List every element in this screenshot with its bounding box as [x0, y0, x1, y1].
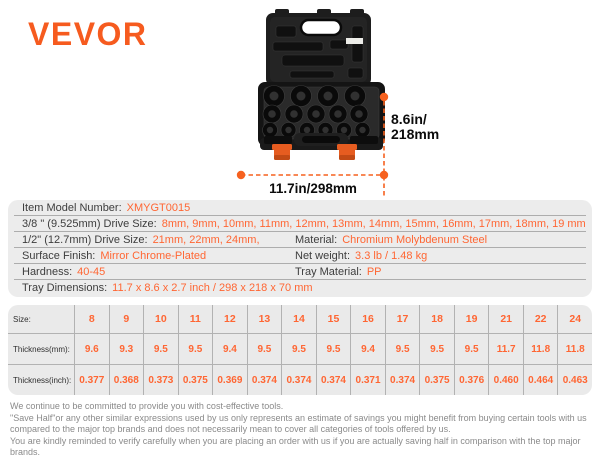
- size-cell: 0.371: [350, 364, 385, 395]
- size-cell: 18: [419, 305, 454, 333]
- size-cell: 0.464: [523, 364, 558, 395]
- size-cell: 9.5: [419, 333, 454, 364]
- spec-row: [14, 232, 586, 248]
- spec-pair: [295, 264, 382, 280]
- vevor-logo: VEVOR: [28, 16, 148, 52]
- size-cell: 9: [109, 305, 144, 333]
- size-cell: 9.5: [385, 333, 420, 364]
- size-cell: 0.375: [419, 364, 454, 395]
- case-base: [258, 82, 385, 160]
- size-cell: 0.463: [557, 364, 592, 395]
- spec-label: Hardness:: [22, 266, 73, 278]
- size-row-label: Thickness(inch):: [8, 364, 74, 395]
- size-row-label: Size:: [13, 314, 31, 324]
- size-cell: 14: [281, 305, 316, 333]
- size-cell: 9.5: [178, 333, 213, 364]
- spec-row: [14, 264, 586, 280]
- spec-row: [14, 280, 586, 296]
- spec-value: Chromium Molybdenum Steel: [342, 234, 488, 246]
- spec-label: 1/2" (12.7mm) Drive Size:: [22, 234, 148, 246]
- size-cell: 8: [74, 305, 109, 333]
- spec-pair: [295, 248, 427, 264]
- spec-label: Item Model Number:: [22, 202, 122, 214]
- size-cell: 11.7: [488, 333, 523, 364]
- height-dimension-line2: 218mm: [391, 126, 440, 142]
- spec-row: [14, 248, 586, 264]
- spec-label: Tray Dimensions:: [22, 282, 108, 294]
- size-cell: 0.373: [143, 364, 178, 395]
- size-cell: 11.8: [557, 333, 592, 364]
- size-cell: 19: [454, 305, 489, 333]
- size-cell: 17: [385, 305, 420, 333]
- size-cell: 9.3: [109, 333, 144, 364]
- spec-value: XMYGT0015: [126, 202, 191, 214]
- spec-value: 8mm, 9mm, 10mm, 11mm, 12mm, 13mm, 14mm, 15mm, 16mm, 17mm, 18mm, 19 mm: [161, 218, 586, 230]
- spec-value: PP: [366, 266, 382, 278]
- size-cell: 9.5: [143, 333, 178, 364]
- width-dimension-label: 11.7in/298mm: [269, 181, 357, 196]
- size-table: [8, 305, 592, 395]
- size-cell: 0.460: [488, 364, 523, 395]
- height-dimension-label: [391, 112, 439, 142]
- size-cell: 9.5: [454, 333, 489, 364]
- size-cell: 9.6: [74, 333, 109, 364]
- size-cell: 21: [488, 305, 523, 333]
- size-cell: 24: [557, 305, 592, 333]
- spec-value: 11.7 x 8.6 x 2.7 inch / 298 x 218 x 70 mm: [112, 282, 313, 294]
- spec-label: Material:: [295, 234, 338, 246]
- size-cell: 0.374: [385, 364, 420, 395]
- size-cell: 9.4: [212, 333, 247, 364]
- size-cell: 16: [350, 305, 385, 333]
- spec-label: 3/8 " (9.525mm) Drive Size:: [22, 218, 157, 230]
- size-cell: 0.376: [454, 364, 489, 395]
- size-cell: 0.375: [178, 364, 213, 395]
- size-cell: 0.374: [247, 364, 282, 395]
- size-cell: 10: [143, 305, 178, 333]
- size-row-label: Thickness(mm):: [8, 333, 74, 364]
- size-cell: 9.4: [350, 333, 385, 364]
- lid-label: [346, 38, 363, 44]
- size-cell: 11.8: [523, 333, 558, 364]
- spec-value: Mirror Chrome-Plated: [100, 250, 207, 262]
- spec-label: Tray Material:: [295, 266, 362, 278]
- size-cell: 12: [212, 305, 247, 333]
- spec-row: [14, 216, 586, 232]
- tool-case-illustration: [230, 0, 470, 200]
- spec-value: 3.3 lb / 1.48 kg: [355, 250, 428, 262]
- spec-value: 40-45: [77, 266, 106, 278]
- spec-value: 21mm, 22mm, 24mm,: [152, 234, 260, 246]
- size-cell: 0.374: [281, 364, 316, 395]
- spec-table: [8, 200, 592, 297]
- size-cell: 15: [316, 305, 351, 333]
- spec-pair: [295, 232, 487, 248]
- case-lid: [266, 9, 371, 86]
- size-cell: 0.374: [316, 364, 351, 395]
- spec-label: Net weight:: [295, 250, 351, 262]
- size-cell: 0.368: [109, 364, 144, 395]
- size-cell: 9.5: [247, 333, 282, 364]
- size-cell: 13: [247, 305, 282, 333]
- size-cell: 9.5: [281, 333, 316, 364]
- height-dimension-line1: 8.6in/: [391, 111, 427, 127]
- size-cell: 0.377: [74, 364, 109, 395]
- spec-label: Surface Finish:: [22, 250, 96, 262]
- disclaimer-line-3: You are kindly reminded to verify carefully when you are placing an order with us if you are actually saving half in comparison with the top major brands.: [10, 435, 581, 457]
- disclaimer-line-2: "Save Half"or any other similar expressions used by us only represents an estimate of savings you might benefit from buying certain tools with us compared to the major top brands and does not necessarily mean to cover all categories of tools offered by us.: [10, 412, 587, 434]
- size-cell: 0.369: [212, 364, 247, 395]
- size-cell: 22: [523, 305, 558, 333]
- size-cell: 11: [178, 305, 213, 333]
- disclaimer-line-1: We continue to be committed to provide you with cost-effective tools.: [10, 401, 284, 411]
- size-cell: 9.5: [316, 333, 351, 364]
- spec-row: [14, 200, 586, 216]
